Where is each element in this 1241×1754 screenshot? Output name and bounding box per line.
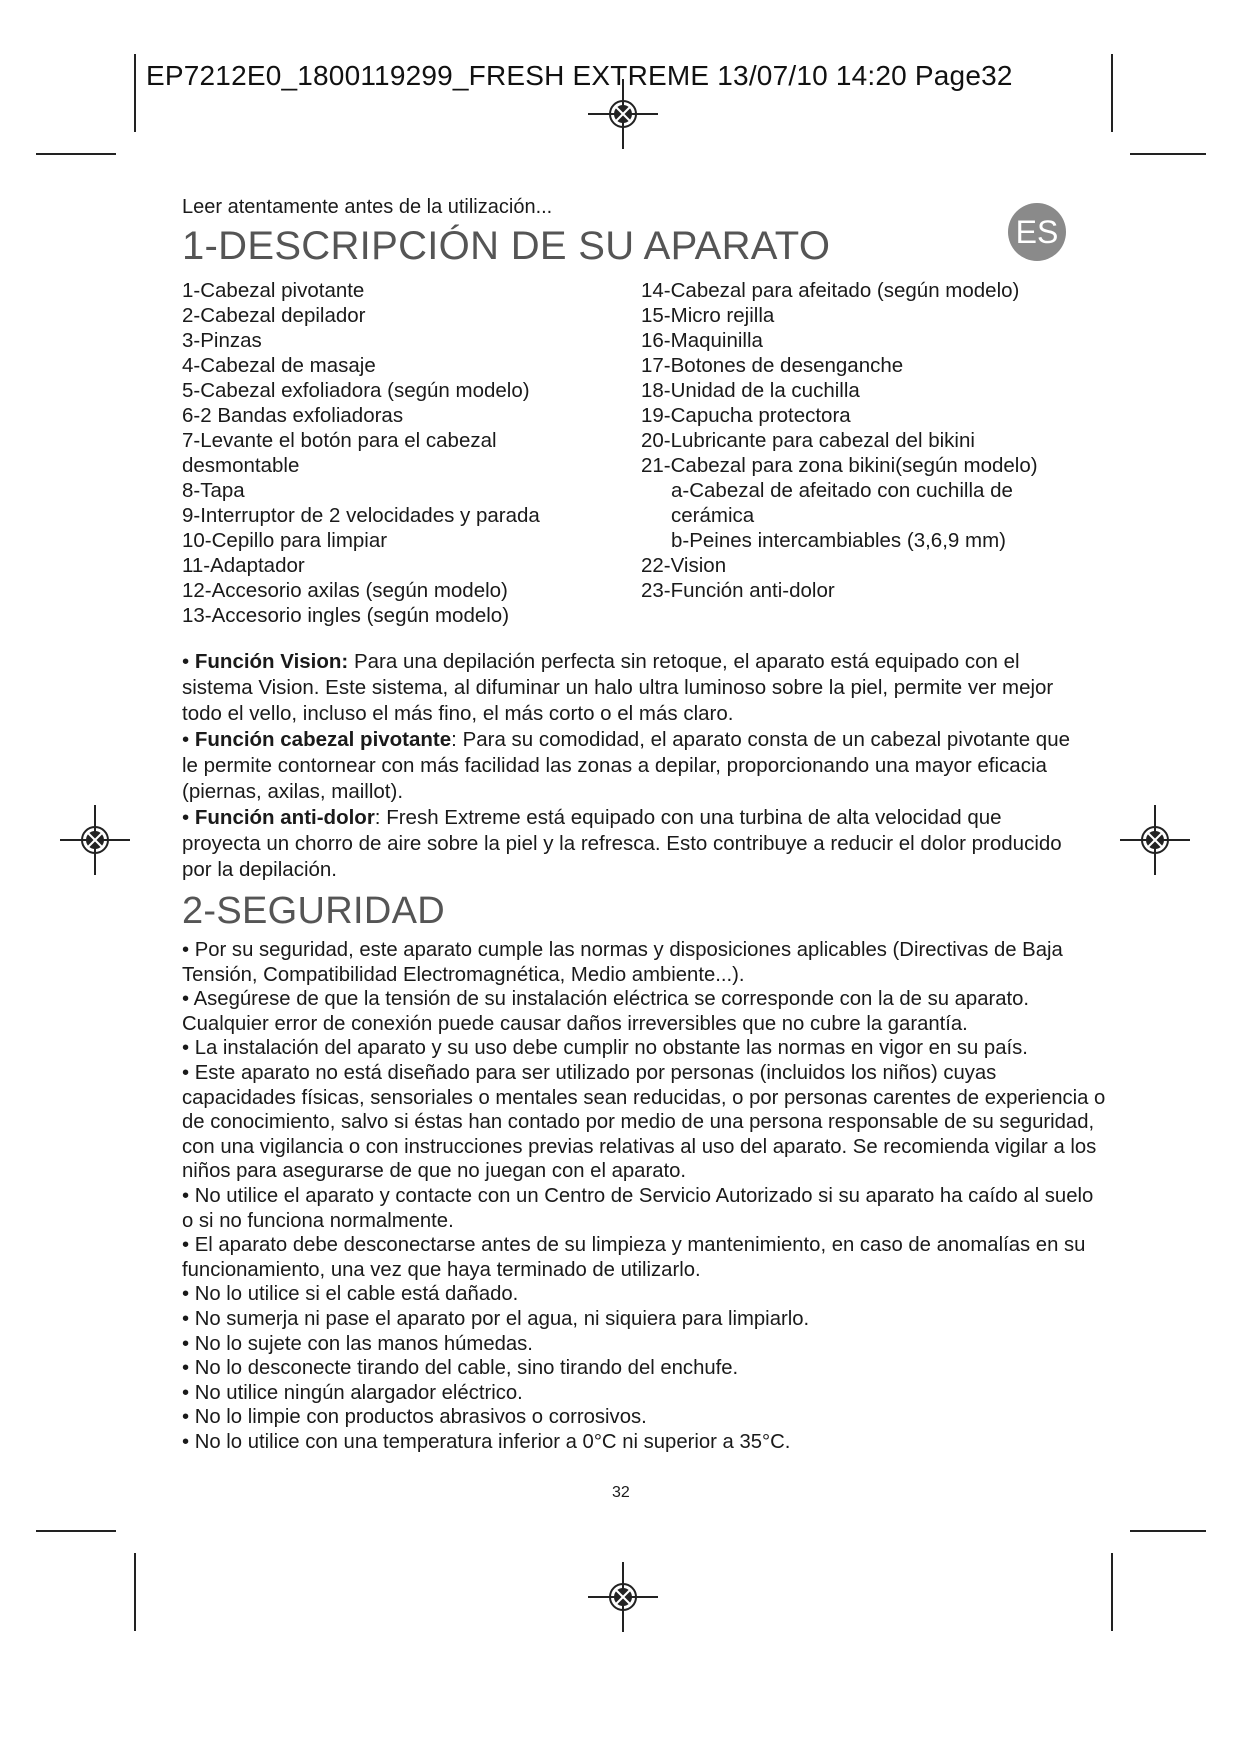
crop-mark [1111,1553,1113,1631]
intro-text: Leer atentamente antes de la utilización... [182,196,553,218]
safety-item: • No utilice el aparato y contacte con un Centro de Servicio Autorizado si su aparato ha caído al suelo o si no funciona normalmente. [182,1184,1094,1232]
parts-list-right [641,278,1081,603]
safety-item: • No lo desconecte tirando del cable, sino tirando del enchufe. [182,1357,739,1380]
list-item: 15-Micro rejilla [641,304,775,327]
safety-item: • Este aparato no está diseñado para ser utilizado por personas (incluidos los niños) cuyas capacidades físicas, sensoriales o mentales sean reducidas, o por personas carentes de experiencia o de conocimiento, salvo si éstas han contado por medio de una persona responsable de su seguridad, con una vigilancia o con instrucciones previas relativas al uso del aparato. Se recomienda vigilar a los niños para asegurarse de que no juegan con el aparato. [182,1061,1106,1183]
list-item: 3-Pinzas [182,329,262,352]
list-item: 4-Cabezal de masaje [182,354,376,377]
list-item: 18-Unidad de la cuchilla [641,379,860,402]
feature-text: : Fresh Extreme está equipado con una turbina de alta velocidad que proyecta un chorro de aire sobre la piel y la refresca. Esto contribuye a reducir el dolor producido por la depilación. [182,806,1062,881]
language-badge: ES [1008,203,1066,261]
feature-label: Función cabezal pivotante [194,728,452,751]
safety-item: • No lo utilice si el cable está dañado. [182,1283,519,1306]
list-item: 9-Interruptor de 2 velocidades y parada [182,504,540,527]
safety-item: • No lo utilice con una temperatura inferior a 0°C ni superior a 35°C. [182,1430,791,1453]
safety-item: • No sumerja ni pase el aparato por el agua, ni siquiera para limpiarlo. [182,1307,810,1330]
section-title-description: 1-DESCRIPCIÓN DE SU APARATO [182,224,831,268]
list-item: 21-Cabezal para zona bikini(según modelo) [641,454,1038,477]
list-item: 20-Lubricante para cabezal del bikini [641,429,975,452]
section-title-safety: 2-SEGURIDAD [182,890,446,932]
list-item: 12-Accesorio axilas (según modelo) [182,579,508,602]
list-item: 1-Cabezal pivotante [182,279,365,302]
crop-mark [134,54,136,132]
safety-item: • No utilice ningún alargador eléctrico. [182,1381,523,1404]
safety-item: • El aparato debe desconectarse antes de su limpieza y mantenimiento, en caso de anomalías en su funcionamiento, una vez que haya terminado de utilizarlo. [182,1234,1086,1281]
list-item: 2-Cabezal depilador [182,304,366,327]
safety-item: • Asegúrese de que la tensión de su instalación eléctrica se corresponde con la de su aparato. Cualquier error de conexión puede causar daños irreversibles que no cubre la garantía. [182,988,1030,1035]
feature-text: Para una depilación perfecta sin retoque, el aparato está equipado con el sistema Vision. Este sistema, al difuminar un halo ultra luminoso sobre la piel, permite ver mejor todo el vello, incluso el más fino, el más corto o el más claro. [182,650,1054,725]
feature-label: Función anti-dolor [194,806,375,829]
list-item: a-Cabezal de afeitado con cuchilla de [671,479,1013,502]
list-item: 10-Cepillo para limpiar [182,529,388,552]
list-item: 6-2 Bandas exfoliadoras [182,404,404,427]
safety-item: • No lo sujete con las manos húmedas. [182,1332,533,1355]
safety-item: • No lo limpie con productos abrasivos o corrosivos. [182,1406,647,1429]
features-block [182,649,1082,883]
crop-mark [1130,153,1206,155]
list-item: 13-Accesorio ingles (según modelo) [182,604,510,627]
list-item: 5-Cabezal exfoliadora (según modelo) [182,379,530,402]
crop-mark [36,153,116,155]
crop-mark [36,1530,116,1532]
crop-mark [1111,54,1113,132]
list-item: 14-Cabezal para afeitado (según modelo) [641,279,1020,302]
safety-item: • Por su seguridad, este aparato cumple las normas y disposiciones aplicables (Directivas de Baja Tensión, Compatibilidad Electromagnética, Medio ambiente...). [182,939,1063,986]
list-item: 23-Función anti-dolor [641,579,835,602]
feature-label: Función Vision: [194,650,349,673]
feature-paragraph: • Función anti-dolor: Fresh Extreme está equipado con una turbina de alta velocidad que proyecta un chorro de aire sobre la piel y la refresca. Esto contribuye a reducir el dolor producido por la depilación. [182,806,1062,881]
list-item: desmontable [182,454,300,477]
crop-mark [1130,1530,1206,1532]
list-item: 17-Botones de desenganche [641,354,904,377]
list-item: 8-Tapa [182,479,245,502]
list-item: 22-Vision [641,554,727,577]
print-slug: EP7212E0_1800119299_FRESH EXTREME 13/07/10 14:20 Page32 [146,60,1013,91]
list-item: b-Peines intercambiables (3,6,9 mm) [671,529,1006,552]
safety-item: • La instalación del aparato y su uso debe cumplir no obstante las normas en vigor en su país. [182,1037,1028,1060]
registration-mark-icon [60,805,130,875]
registration-mark-icon [588,1562,658,1632]
feature-paragraph: • Función Vision: Para una depilación perfecta sin retoque, el aparato está equipado con el sistema Vision. Este sistema, al difuminar un halo ultra luminoso sobre la piel, permite ver mejor todo el vello, incluso el más fino, el más corto o el más claro. [182,650,1054,725]
crop-mark [134,1553,136,1631]
registration-mark-icon [1120,805,1190,875]
list-item: 19-Capucha protectora [641,404,851,427]
registration-mark-icon [588,79,658,149]
page-number: 32 [612,1484,630,1501]
feature-text: : Para su comodidad, el aparato consta de un cabezal pivotante que le permite contornear con más facilidad las zonas a depilar, proporcionando una mayor eficacia (piernas, axilas, maillot). [182,728,1071,803]
feature-paragraph: • Función cabezal pivotante: Para su comodidad, el aparato consta de un cabezal pivotante que le permite contornear con más facilidad las zonas a depilar, proporcionando una mayor eficacia (piernas, axilas, maillot). [182,728,1071,803]
list-item: 16-Maquinilla [641,329,763,352]
list-item: 7-Levante el botón para el cabezal [182,429,497,452]
safety-list [182,938,1110,1454]
parts-list-left [182,278,622,628]
list-item: 11-Adaptador [182,554,305,577]
list-item: cerámica [671,504,755,527]
